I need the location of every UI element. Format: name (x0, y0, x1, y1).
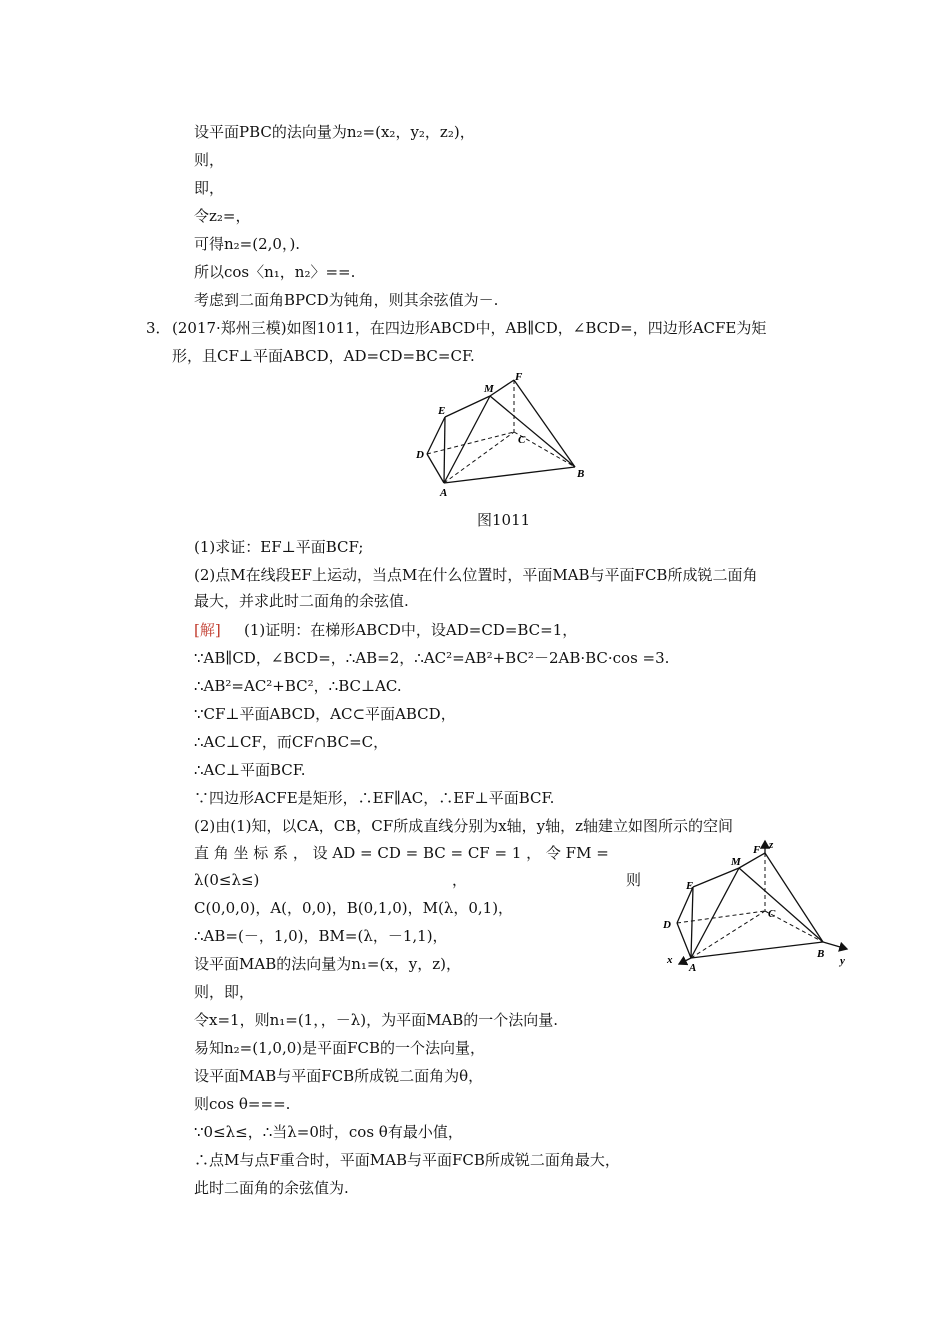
solution-line: C(0,0,0)，A(，0,0)，B(0,1,0)，M(λ，0,1)， (194, 899, 514, 917)
solution-line-comma: ， (452, 871, 468, 889)
text-line: 设平面PBC的法向量为n₂=(x₂，y₂，z₂)， (194, 123, 475, 141)
text-line: 令z₂=， (194, 207, 251, 225)
question-1: (1)求证：EF⊥平面BCF; (194, 538, 364, 556)
label-A: A (440, 487, 448, 499)
label-F: F (753, 844, 761, 856)
label-C: C (518, 434, 526, 446)
text-line: 则， (194, 151, 225, 169)
question-2: 最大，并求此时二面角的余弦值. (194, 592, 409, 610)
label-C: C (768, 908, 776, 920)
label-z: z (769, 839, 774, 851)
figure-1011 (408, 370, 608, 505)
label-B: B (577, 468, 585, 480)
solution-line: ∴点M与点F重合时，平面MAB与平面FCB所成锐二面角最大， (194, 1151, 620, 1169)
text-line: 所以cos〈n₁，n₂〉==. (194, 263, 356, 281)
solution-line: 则cos θ===. (194, 1095, 291, 1113)
solution-line: λ(0≤λ≤) (194, 871, 260, 889)
solution-line: ∵AB∥CD，∠BCD=，∴AB=2，∴AC²=AB²+BC²－2AB·BC·cos =3. (194, 649, 670, 667)
label-B: B (817, 948, 825, 960)
solution-tag: [解] (194, 621, 221, 639)
label-x: x (667, 954, 673, 966)
label-D: D (416, 449, 424, 461)
label-y: y (840, 955, 845, 967)
text-line: 即， (194, 179, 225, 197)
solution-line: ∴AB²=AC²+BC²，∴BC⊥AC. (194, 677, 402, 695)
problem-line: 形，且CF⊥平面ABCD，AD=CD=BC=CF. (172, 347, 475, 365)
solution-line: 直 角 坐 标 系 ， 设 AD = CD = BC = CF = 1 ， 令 FM = (194, 844, 609, 862)
label-E: E (438, 405, 446, 417)
problem-line: (2017·郑州三模)如图1011，在四边形ABCD中，AB∥CD，∠BCD=，四边形ACFE为矩 (172, 319, 767, 337)
solution-line: ∴AC⊥CF，而CF∩BC=C， (194, 733, 389, 751)
label-M: M (731, 856, 741, 868)
figure-caption: 图1011 (477, 511, 531, 529)
problem-number: 3． (146, 319, 171, 337)
text-line: 可得n₂=(2,0，). (194, 235, 301, 253)
label-A: A (689, 962, 697, 974)
solution-line: 则，即， (194, 983, 255, 1001)
question-2: (2)点M在线段EF上运动，当点M在什么位置时，平面MAB与平面FCB所成锐二面角 (194, 566, 758, 584)
solution-line: 设平面MAB的法向量为n₁=(x，y，z)， (194, 955, 461, 973)
solution-line: ∵0≤λ≤，∴当λ=0时，cos θ有最小值， (194, 1123, 463, 1141)
solution-line: 此时二面角的余弦值为. (194, 1179, 349, 1197)
solution-line: (2)由(1)知，以CA，CB，CF所成直线分别为x轴，y轴，z轴建立如图所示的空间 (194, 817, 734, 835)
solution-line: ∵四边形ACFE是矩形，∴EF∥AC，∴EF⊥平面BCF. (194, 789, 555, 807)
label-E: E (686, 880, 694, 892)
solution-line: 易知n₂=(1,0,0)是平面FCB的一个法向量， (194, 1039, 486, 1057)
label-D: D (663, 919, 671, 931)
solution-line: ∵CF⊥平面ABCD，AC⊂平面ABCD， (194, 705, 456, 723)
text-line: 考虑到二面角BPCD为钝角，则其余弦值为－. (194, 291, 499, 309)
label-M: M (484, 383, 494, 395)
figure-coordinate (655, 835, 855, 975)
solution-line: ∴AB=(－，1,0)，BM=(λ，－1,1)， (194, 927, 448, 945)
label-F: F (515, 371, 523, 383)
solution-line: ∴AC⊥平面BCF. (194, 761, 306, 779)
solution-line: 设平面MAB与平面FCB所成锐二面角为θ， (194, 1067, 484, 1085)
solution-line-ze: 则 (626, 871, 642, 889)
solution-line: 令x=1，则n₁=(1，，－λ)，为平面MAB的一个法向量. (194, 1011, 559, 1029)
solution-line: (1)证明：在梯形ABCD中，设AD=CD=BC=1， (244, 621, 578, 639)
